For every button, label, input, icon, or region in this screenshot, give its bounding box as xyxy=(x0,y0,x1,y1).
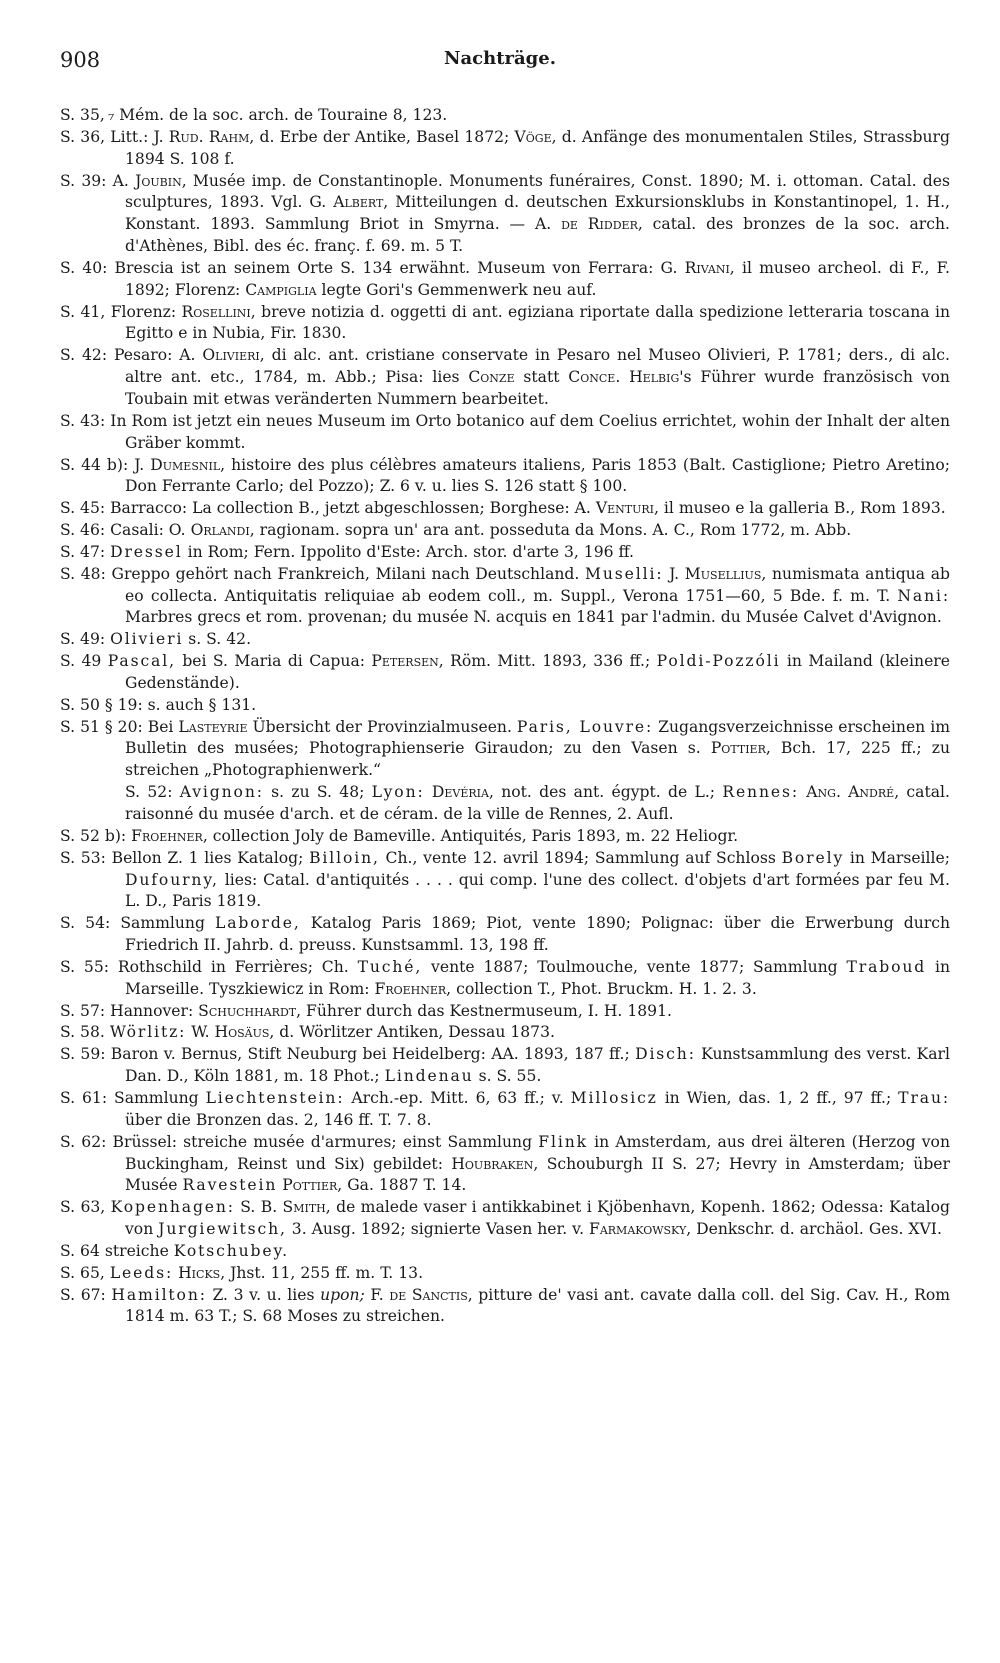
spaced-term: Jurgiewitsch, xyxy=(158,1220,287,1239)
entry-text: S. B. xyxy=(234,1198,283,1217)
spaced-term: Wörlitz: xyxy=(109,1023,187,1042)
entry-text: Greppo gehört nach Frankreich, Milani nach Deutschland. xyxy=(105,564,586,583)
entry-text: d. Anfänge des monumentalen Stiles, Strassburg 1894 S. 108 f. xyxy=(125,127,950,168)
entry-text: Litt.: J. xyxy=(105,127,169,146)
author-name: Schuchhardt, xyxy=(198,1001,302,1020)
entry-text: in Wien, das. 1, 2 ff., 97 ff.; xyxy=(657,1088,899,1107)
page-reference: S. 41, xyxy=(60,302,106,321)
page-reference: S. 63, xyxy=(60,1198,106,1217)
author-name: Devéria, xyxy=(431,783,494,802)
page-reference: S. 59: xyxy=(60,1045,106,1064)
entry-text: legte Gori's Gemmenwerk neu auf. xyxy=(316,280,597,299)
addendum-entry xyxy=(60,520,950,542)
spaced-term: Leeds: xyxy=(109,1263,174,1282)
entry-text: numismata antiqua ab eo collecta. Antiquitatis reliquiae ab eodem coll., m. Suppl., Verona 1751—60, 5 Bde. f. m. T. xyxy=(125,564,951,605)
spaced-term: Avignon: xyxy=(179,783,264,802)
spaced-term: Dufourny, xyxy=(125,870,219,889)
page-reference: S. 62: xyxy=(60,1132,107,1151)
addendum-entry xyxy=(60,564,950,630)
entry-text: il museo archeol. di F., F. 1892; Florenz: xyxy=(125,258,951,299)
author-name: Rud. xyxy=(168,127,204,146)
entry-text: bei S. Maria di Capua: xyxy=(175,652,372,671)
author-name: Rosellini, xyxy=(181,302,256,321)
entry-text: not. des ant. égypt. de L.; xyxy=(493,783,723,802)
entry-text: Pesaro: A. xyxy=(107,346,203,365)
page-reference: S. 48: xyxy=(60,564,106,583)
page-reference: S. 51 xyxy=(60,717,100,736)
entry-text: lies: Catal. d'antiquités . . . . qui comp. l'une des collect. d'objets d'art formées par feu M. L. D., Paris 1819. xyxy=(125,870,950,911)
addendum-entry xyxy=(60,105,950,127)
page-reference: S. 67: xyxy=(60,1285,106,1304)
addendum-entry xyxy=(60,1001,950,1023)
author-name: Rahm, xyxy=(208,127,255,146)
entry-text: Röm. Mitt. 1893, 336 ff.; xyxy=(443,652,657,671)
entry-text: Marbres grecs et rom. provenan; du musée N. acquis en 1841 par l'admin. du Musée Calvet d'Avignon. xyxy=(125,608,942,627)
spaced-term: Laborde, xyxy=(215,914,301,933)
author-name: Smith, xyxy=(282,1198,331,1217)
entry-text: § 19: s. auch § 131. xyxy=(99,695,257,714)
addendum-entry xyxy=(60,651,950,695)
spaced-term: Borely xyxy=(781,848,845,867)
spaced-term: Disch: xyxy=(635,1045,696,1064)
entry-text xyxy=(620,368,629,386)
author-name: Farmakowsky, xyxy=(589,1220,692,1239)
author-name: Rivani, xyxy=(684,258,735,277)
addendum-entry xyxy=(60,345,950,411)
entry-text: Ch., vente 12. avril 1894; Sammlung auf Schloss xyxy=(379,848,782,867)
author-name: Conce. xyxy=(568,368,621,387)
entry-text: Musée imp. de Constantinople. Monuments funéraires, Const. 1890; M. i. ottoman. Catal. des sculptures, 1893. Vgl. G. xyxy=(125,171,950,212)
entry-text: Rothschild in Ferrières; Ch. xyxy=(109,957,358,976)
entry-text: Kunstsammlung des verst. Karl Dan. D., Köln 1881, m. 18 Phot.; xyxy=(125,1045,950,1086)
author-name: Olivieri, xyxy=(202,346,265,365)
author-name: Hosäus, xyxy=(214,1023,275,1042)
spaced-term: Rennes: xyxy=(722,783,799,802)
entry-text: Mitteilungen d. deutschen Exkursionsklubs in Konstantinopel, 1. H., Konstant. 1893. Sammlung Briot in Smyrna. — A. xyxy=(125,193,950,234)
addendum-entry xyxy=(60,629,950,651)
author-name: Campiglia xyxy=(245,280,317,299)
author-name: Conze xyxy=(468,368,515,387)
entry-text: breve notizia d. oggetti di ant. egiziana riportate dalla spedizione letteraria toscana in Egitto e in Nubia, Fir. 1830. xyxy=(125,302,950,343)
author-name: Pottier, xyxy=(710,739,771,758)
page-reference: S. 50 xyxy=(60,695,100,714)
entry-text: Bch. 17, 225 ff.; zu streichen „Photographienwerk.“ xyxy=(125,739,951,780)
addendum-entry xyxy=(60,717,950,783)
spaced-term: Paris, Louvre: xyxy=(516,717,654,736)
entry-text: in Mailand (kleinere Gedenstände). xyxy=(125,652,950,692)
entry-text: J. xyxy=(663,564,685,583)
author-name: Musellius, xyxy=(684,564,767,583)
author-name: Lasteyrie xyxy=(178,717,248,736)
entry-text: streiche xyxy=(99,1241,174,1260)
entry-text: vente 1887; Toulmouche, vente 1877; Sammlung xyxy=(422,957,847,976)
entry-text: Führer durch das Kestnermuseum, I. H. 1891. xyxy=(301,1001,672,1020)
spaced-term: Muselli: xyxy=(585,564,664,583)
entry-text: de malede vaser i antikkabinet i Kjöbenhavn, Kopenh. 1862; Odessa: Katalog von xyxy=(125,1198,950,1239)
entry-text: Sammlung xyxy=(107,1088,206,1107)
entry-text: Casali: O. xyxy=(105,521,191,540)
author-name: Froehner, xyxy=(374,979,452,998)
entry-text: F. xyxy=(364,1285,390,1304)
author-name: Dumesnil, xyxy=(150,455,226,474)
entry-text: über die Bronzen das. 2, 146 ff. T. 7. 8. xyxy=(125,1110,432,1129)
entry-text: collection Joly de Bameville. Antiquités, Paris 1893, m. 22 Heliogr. xyxy=(207,826,739,845)
spaced-term: Lindenau xyxy=(384,1067,474,1086)
page-reference: S. 39: xyxy=(60,171,107,190)
addendum-entry xyxy=(60,302,950,346)
spaced-term: Pascal, xyxy=(107,652,176,671)
entry-text: d. Erbe der Antike, Basel 1872; xyxy=(254,127,515,146)
addendum-entry xyxy=(60,913,950,957)
addendum-entry xyxy=(60,826,950,848)
entry-text: Übersicht der Provinzialmuseen. xyxy=(247,717,517,736)
page-reference: S. 61: xyxy=(60,1088,108,1107)
addendum-entry xyxy=(60,695,950,717)
page-reference: S. 45: xyxy=(60,499,106,518)
addenda-list xyxy=(60,105,950,1328)
page-reference: S. 47: xyxy=(60,542,106,561)
spaced-term: Ravestein xyxy=(182,1176,278,1195)
spaced-term: Trau: xyxy=(898,1088,950,1107)
spaced-term: Liechtenstein: xyxy=(205,1088,345,1107)
entry-text: Brüssel: streiche musée d'armures; einst Sammlung xyxy=(106,1132,539,1151)
entry-text: Bellon Z. 1 lies Katalog; xyxy=(105,848,310,867)
spaced-term: Lyon: xyxy=(371,783,425,802)
entry-text: 3. Ausg. 1892; signierte Vasen her. v. xyxy=(286,1220,590,1239)
page-reference: S. 57: xyxy=(60,1001,106,1020)
entry-text: In Rom ist jetzt ein neues Museum im Orto botanico auf dem Coelius errichtet, wohin der Inhalt der alten Gräber kommt. xyxy=(105,411,951,452)
entry-text: Schouburgh II S. 27; Hevry in Amsterdam; über Musée xyxy=(125,1154,950,1195)
page-reference: S. 46: xyxy=(60,521,106,540)
entry-text: collection T., Phot. Bruckm. H. 1. 2. 3. xyxy=(451,979,757,998)
addendum-entry xyxy=(60,171,950,258)
page-reference: S. 43: xyxy=(60,411,106,430)
author-name: Froehner, xyxy=(131,826,208,845)
entry-text: s. S. 55. xyxy=(473,1067,542,1086)
addendum-entry xyxy=(60,411,950,455)
spaced-term: Dressel xyxy=(110,542,183,561)
entry-text: in Amsterdam, aus drei älteren (Herzog von Buckingham, Reinst und Six) gebildet: xyxy=(125,1132,950,1173)
author-name: de Sanctis, xyxy=(389,1285,473,1304)
entry-text: catal. des bronzes de la soc. arch. d'Athènes, Bibl. des éc. franç. f. 69. m. 5 T. xyxy=(125,215,950,256)
entry-text: di alc. ant. cristiane conservate in Pesaro nel Museo Olivieri, P. 1781; ders., di alc. altre ant. etc., 1784, m. Abb.; Pisa: lies xyxy=(125,346,950,387)
emphasis-text: upon; xyxy=(320,1285,365,1304)
page-header xyxy=(60,48,940,78)
entry-text: Ga. 1887 T. 14. xyxy=(342,1176,467,1195)
entry-text: histoire des plus célèbres amateurs italiens, Paris 1853 (Balt. Castiglione; Pietro Aretino; Don Ferrante Carlo; del Pozzo); Z. 6 v. u. lies S. 126 statt § 100. xyxy=(125,455,950,496)
spaced-term: Billoin, xyxy=(309,848,380,867)
author-name: Houbraken, xyxy=(451,1154,539,1173)
entry-text: Sammlung xyxy=(110,914,216,933)
author-name: Venturi, xyxy=(595,499,659,518)
spaced-term: Poldi-Pozzóli xyxy=(656,652,781,671)
addendum-entry xyxy=(60,782,950,826)
entry-text: Arch.-ep. Mitt. 6, 63 ff.; v. xyxy=(344,1088,571,1107)
page-number: 908 xyxy=(60,48,101,72)
addendum-entry xyxy=(60,498,950,520)
page-reference: S. 52 b): xyxy=(60,826,127,845)
spaced-term: Millosicz xyxy=(570,1088,658,1107)
entry-text: pitture de' vasi ant. cavate dalla coll. del Sig. Cav. H., Rom 1814 m. 63 T.; S. 68 Moses zu streichen. xyxy=(125,1285,951,1326)
spaced-term: Hamilton: xyxy=(111,1285,207,1304)
author-name: Hicks, xyxy=(178,1263,226,1282)
addendum-entry xyxy=(60,542,950,564)
spaced-term: Olivieri xyxy=(110,630,184,649)
entry-text: Denkschr. d. archäol. Ges. XVI. xyxy=(691,1220,942,1239)
spaced-term: Flink xyxy=(538,1132,588,1151)
page-reference: S. 35, xyxy=(60,106,105,124)
spaced-term: Kopenhagen: xyxy=(110,1198,235,1217)
author-name: Petersen, xyxy=(371,652,444,671)
addendum-entry xyxy=(60,258,950,302)
page-reference: S. 40: xyxy=(60,258,108,277)
page-reference: S. 64 xyxy=(60,1241,100,1260)
entry-text: 's Führer wurde französisch von Toubain mit etwas veränderten Nummern bearbeitet. xyxy=(125,368,950,408)
entry-text: ragionam. sopra un' ara ant. posseduta da Mons. A. C., Rom 1772, m. Abb. xyxy=(254,521,852,540)
page-reference: S. 44 b): xyxy=(60,455,129,474)
author-name: Helbig xyxy=(629,368,680,387)
entry-text: Brescia ist an seinem Orte S. 134 erwähnt. Museum von Ferrara: G. xyxy=(107,258,685,277)
entry-text: in Marseille. Tyszkiewicz in Rom: xyxy=(125,957,950,998)
entry-text: Baron v. Bernus, Stift Neuburg bei Heidelberg: AA. 1893, 187 ff.; xyxy=(105,1045,636,1064)
author-name: Orlandi, xyxy=(190,521,255,540)
entry-text: d. Wörlitzer Antiken, Dessau 1873. xyxy=(274,1023,555,1042)
addendum-entry xyxy=(60,1088,950,1132)
author-name: de Ridder, xyxy=(561,215,643,234)
page-reference: S. 36, xyxy=(60,127,106,146)
addendum-entry xyxy=(60,1132,950,1198)
entry-text: Z. 3 v. u. lies xyxy=(206,1285,321,1304)
page-reference: S. 54: xyxy=(60,914,111,933)
entry-text: in Marseille; xyxy=(844,848,950,867)
entry-text: s. zu S. 48; xyxy=(263,783,372,802)
entry-text: ₇ Mém. de la soc. arch. de Touraine 8, 123. xyxy=(104,106,448,124)
running-head: Nachträge. xyxy=(444,48,556,69)
entry-text: s. S. 42. xyxy=(183,630,252,649)
addendum-entry xyxy=(60,1044,950,1088)
page-reference: S. 49: xyxy=(60,630,106,649)
page-reference: S. 53: xyxy=(60,848,106,867)
addendum-entry xyxy=(60,127,950,171)
entry-text: catal. raisonné du musée d'arch. et de céram. de la ville de Rennes, 2. Aufl. xyxy=(125,783,950,823)
author-name: Ang. André, xyxy=(806,783,900,802)
spaced-term: Nani: xyxy=(897,586,950,605)
entry-text: Barracco: La collection B., jetzt abgeschlossen; Borghese: A. xyxy=(105,499,596,518)
entry-text xyxy=(425,783,432,801)
entry-text: A. xyxy=(106,171,136,190)
page-reference: S. 55: xyxy=(60,957,110,976)
addendum-entry xyxy=(60,1285,950,1329)
page-reference: S. 42: xyxy=(60,346,108,365)
entry-text: W. xyxy=(186,1023,215,1042)
entry-text: Jhst. 11, 255 ff. m. T. 13. xyxy=(225,1263,424,1282)
entry-text: Florenz: xyxy=(105,302,182,321)
author-name: Albert, xyxy=(333,193,389,212)
addendum-entry xyxy=(60,848,950,914)
spaced-term: Traboud xyxy=(846,957,927,976)
page-reference: S. 65, xyxy=(60,1263,105,1282)
author-name: Joubin, xyxy=(135,171,187,190)
addendum-entry xyxy=(60,957,950,1001)
addendum-entry xyxy=(60,1022,950,1044)
page-reference: S. 49 xyxy=(60,652,102,671)
spaced-term: Tuché, xyxy=(357,957,423,976)
entry-text: J. xyxy=(128,455,151,474)
entry-text: statt xyxy=(514,368,569,387)
addendum-entry xyxy=(60,1241,950,1263)
spaced-term: Kotschubey. xyxy=(173,1241,289,1260)
entry-text: § 20: Bei xyxy=(99,717,179,736)
entry-text: Zugangsverzeichnisse erscheinen im Bulletin des musées; Photographienserie Giraudon; zu den Vasen s. xyxy=(125,717,950,758)
author-name: Vöge, xyxy=(514,127,557,146)
author-name: Pottier, xyxy=(282,1176,343,1195)
addendum-entry xyxy=(60,1197,950,1241)
entry-text: il museo e la galleria B., Rom 1893. xyxy=(658,499,946,518)
page-reference: S. 58. xyxy=(60,1023,105,1042)
entry-text: Katalog Paris 1869; Piot, vente 1890; Polignac: über die Erwerbung durch Friedrich II. Jahrb. d. preuss. Kunstsamml. 13, 198 ff. xyxy=(125,914,951,955)
addendum-entry xyxy=(60,455,950,499)
entry-text: in Rom; Fern. Ippolito d'Este: Arch. stor. d'arte 3, 196 ff. xyxy=(182,542,634,561)
entry-text: S. 52: xyxy=(125,783,180,802)
entry-text: Hannover: xyxy=(105,1001,199,1020)
addendum-entry xyxy=(60,1263,950,1285)
